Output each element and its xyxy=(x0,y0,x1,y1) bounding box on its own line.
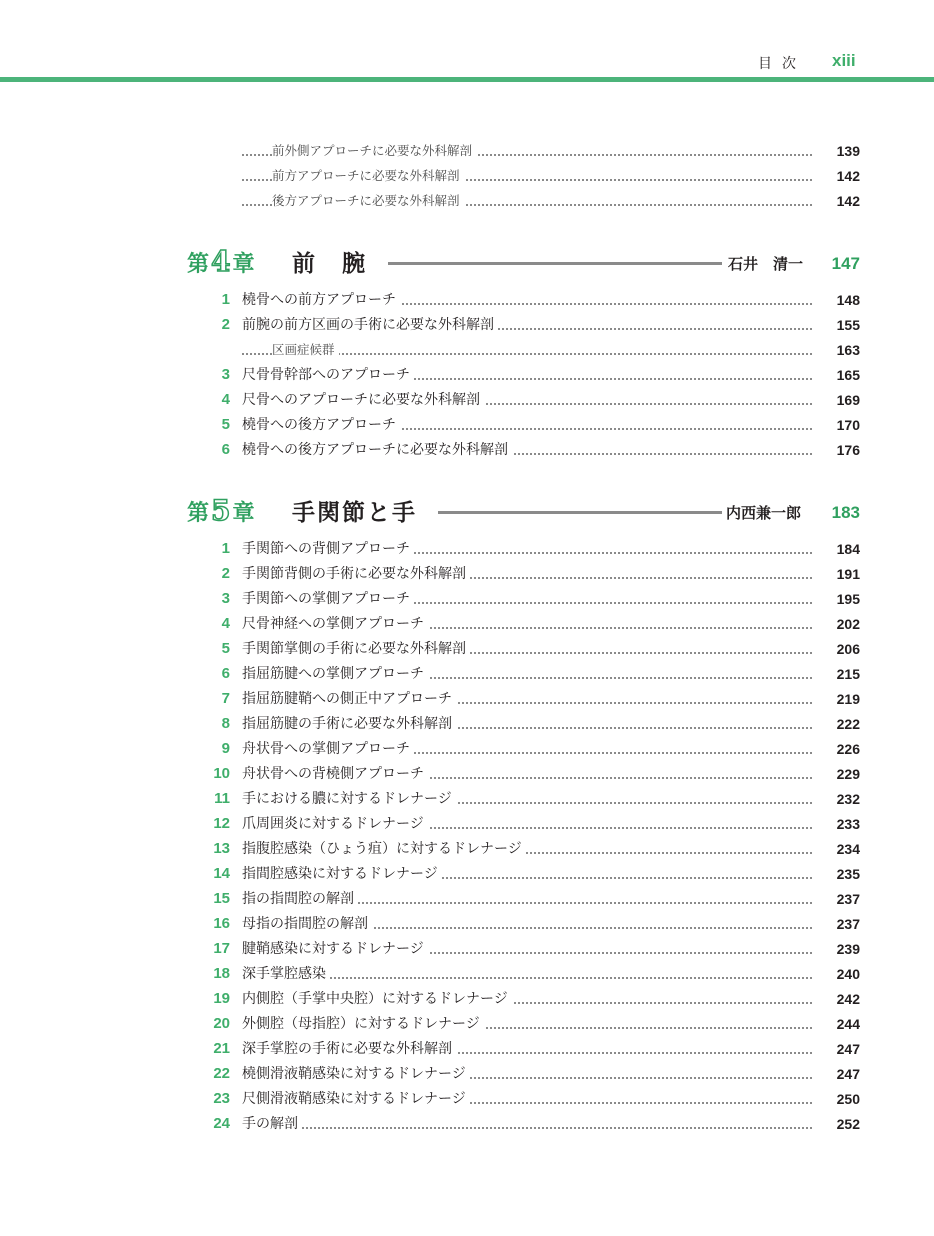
entry-title: 橈骨への前方アプローチ xyxy=(242,289,400,311)
chapter-label xyxy=(187,247,255,281)
entry-title: 尺骨骨幹部へのアプローチ xyxy=(242,364,414,386)
entry-title: 指屈筋腱への掌側アプローチ xyxy=(242,663,428,685)
chapter-author: 石井 清一 xyxy=(728,255,804,273)
entry-page: 170 xyxy=(836,417,860,433)
entry-title: 爪周囲炎に対するドレナージ xyxy=(242,813,428,835)
entry-page: 195 xyxy=(836,591,860,607)
chapter-heading-5[interactable] xyxy=(0,496,934,530)
toc-entry[interactable] xyxy=(0,1113,934,1135)
chapter-rule xyxy=(438,511,722,514)
entry-page: 202 xyxy=(836,616,860,632)
entry-number: 2 xyxy=(221,565,230,582)
entry-title: 指の指間腔の解剖 xyxy=(242,888,358,910)
entry-number: 11 xyxy=(214,790,230,807)
entry-number: 22 xyxy=(213,1065,230,1082)
entry-number: 3 xyxy=(221,366,230,383)
entry-number: 7 xyxy=(221,690,230,707)
entry-page: 226 xyxy=(836,741,860,757)
entry-title: 尺骨神経への掌側アプローチ xyxy=(242,613,428,635)
entry-title: 深手掌腔の手術に必要な外科解剖 xyxy=(242,1038,456,1060)
entry-page: 237 xyxy=(836,891,860,907)
entry-number: 13 xyxy=(213,840,230,857)
chapter-page: 147 xyxy=(831,254,860,273)
entry-page: 169 xyxy=(836,392,860,408)
header-label: 目次 xyxy=(758,56,806,72)
entry-title: 尺側滑液鞘感染に対するドレナージ xyxy=(242,1088,470,1110)
chapter-heading-4[interactable] xyxy=(0,247,934,281)
entry-number: 19 xyxy=(213,990,230,1007)
entry-page: 155 xyxy=(836,317,860,333)
entry-title: 指腹腔感染（ひょう疽）に対するドレナージ xyxy=(242,838,526,860)
entry-title: 後方アプローチに必要な外科解剖 xyxy=(272,190,464,212)
entry-number: 18 xyxy=(213,965,230,982)
entry-page: 247 xyxy=(836,1066,860,1082)
entry-page: 142 xyxy=(836,168,860,184)
entry-number: 8 xyxy=(221,715,230,732)
chapter-suffix: 章 xyxy=(232,500,255,526)
entry-number: 1 xyxy=(221,291,230,308)
entry-number: 23 xyxy=(213,1090,230,1107)
chapter-page: 183 xyxy=(831,503,860,522)
entry-title: 橈骨への後方アプローチ xyxy=(242,414,400,436)
entry-title: 前方アプローチに必要な外科解剖 xyxy=(272,165,464,187)
chapter-title: 前 腕 xyxy=(292,250,367,277)
entry-title: 手における膿に対するドレナージ xyxy=(242,788,456,810)
chapter-title: 手関節と手 xyxy=(292,499,417,526)
entry-title: 舟状骨への掌側アプローチ xyxy=(242,738,414,760)
entry-number: 5 xyxy=(221,416,230,433)
chapter-author: 内西兼一郎 xyxy=(726,504,802,522)
entry-title: 橈骨への後方アプローチに必要な外科解剖 xyxy=(242,439,512,461)
header-page-number: xiii xyxy=(832,51,856,70)
entry-number: 4 xyxy=(221,391,230,408)
entry-title: 手関節への背側アプローチ xyxy=(242,538,414,560)
toc-entry[interactable] xyxy=(0,190,934,212)
entry-title: 区画症候群 xyxy=(272,339,339,361)
entry-number: 10 xyxy=(213,765,230,782)
entry-page: 239 xyxy=(836,941,860,957)
entry-title: 手関節掌側の手術に必要な外科解剖 xyxy=(242,638,470,660)
entry-page: 191 xyxy=(836,566,860,582)
dot-leader xyxy=(242,1107,812,1129)
entry-title: 内側腔（手掌中央腔）に対するドレナージ xyxy=(242,988,512,1010)
entry-page: 229 xyxy=(836,766,860,782)
entry-page: 250 xyxy=(836,1091,860,1107)
entry-page: 206 xyxy=(836,641,860,657)
chapter-number: 4 xyxy=(211,245,231,278)
entry-title: 手関節背側の手術に必要な外科解剖 xyxy=(242,563,470,585)
header-rule xyxy=(0,77,934,82)
entry-page: 215 xyxy=(836,666,860,682)
entry-number: 15 xyxy=(213,890,230,907)
entry-page: 244 xyxy=(836,1016,860,1032)
entry-number: 2 xyxy=(221,316,230,333)
entry-number: 14 xyxy=(213,865,230,882)
entry-number: 20 xyxy=(213,1015,230,1032)
entry-page: 222 xyxy=(836,716,860,732)
entry-number: 4 xyxy=(221,615,230,632)
entry-title: 指屈筋腱の手術に必要な外科解剖 xyxy=(242,713,456,735)
entry-number: 24 xyxy=(213,1115,230,1132)
entry-page: 232 xyxy=(836,791,860,807)
entry-title: 手の解剖 xyxy=(242,1113,302,1135)
chapter-number: 5 xyxy=(211,494,231,527)
entry-title: 指間腔感染に対するドレナージ xyxy=(242,863,442,885)
entry-title: 指屈筋腱鞘への側正中アプローチ xyxy=(242,688,456,710)
entry-page: 252 xyxy=(836,1116,860,1132)
entry-number: 1 xyxy=(221,540,230,557)
entry-page: 235 xyxy=(836,866,860,882)
entry-page: 234 xyxy=(836,841,860,857)
entry-number: 12 xyxy=(213,815,230,832)
entry-page: 247 xyxy=(836,1041,860,1057)
entry-number: 6 xyxy=(221,441,230,458)
entry-title: 尺骨へのアプローチに必要な外科解剖 xyxy=(242,389,484,411)
chapter-prefix: 第 xyxy=(187,500,210,526)
entry-title: 前外側アプローチに必要な外科解剖 xyxy=(272,140,476,162)
entry-title: 母指の指間腔の解剖 xyxy=(242,913,372,935)
entry-title: 腱鞘感染に対するドレナージ xyxy=(242,938,428,960)
entry-title: 外側腔（母指腔）に対するドレナージ xyxy=(242,1013,484,1035)
chapter-suffix: 章 xyxy=(232,251,255,277)
entry-title: 深手掌腔感染 xyxy=(242,963,330,985)
entry-number: 16 xyxy=(213,915,230,932)
entry-number: 3 xyxy=(221,590,230,607)
entry-title: 手関節への掌側アプローチ xyxy=(242,588,414,610)
entry-number: 5 xyxy=(221,640,230,657)
entry-page: 148 xyxy=(836,292,860,308)
toc-entry[interactable] xyxy=(0,439,934,461)
entry-page: 176 xyxy=(836,442,860,458)
entry-page: 237 xyxy=(836,916,860,932)
entry-page: 163 xyxy=(836,342,860,358)
chapter-label xyxy=(187,496,255,530)
entry-number: 17 xyxy=(213,940,230,957)
entry-number: 9 xyxy=(221,740,230,757)
entry-title: 前腕の前方区画の手術に必要な外科解剖 xyxy=(242,314,498,336)
entry-page: 233 xyxy=(836,816,860,832)
chapter-prefix: 第 xyxy=(187,251,210,277)
entry-page: 240 xyxy=(836,966,860,982)
entry-number: 6 xyxy=(221,665,230,682)
entry-page: 242 xyxy=(836,991,860,1007)
entry-page: 139 xyxy=(836,143,860,159)
entry-title: 橈側滑液鞘感染に対するドレナージ xyxy=(242,1063,470,1085)
chapter-rule xyxy=(388,262,722,265)
entry-page: 165 xyxy=(836,367,860,383)
entry-title: 舟状骨への背橈側アプローチ xyxy=(242,763,428,785)
entry-page: 142 xyxy=(836,193,860,209)
entry-page: 184 xyxy=(836,541,860,557)
entry-page: 219 xyxy=(836,691,860,707)
entry-number: 21 xyxy=(213,1040,230,1057)
